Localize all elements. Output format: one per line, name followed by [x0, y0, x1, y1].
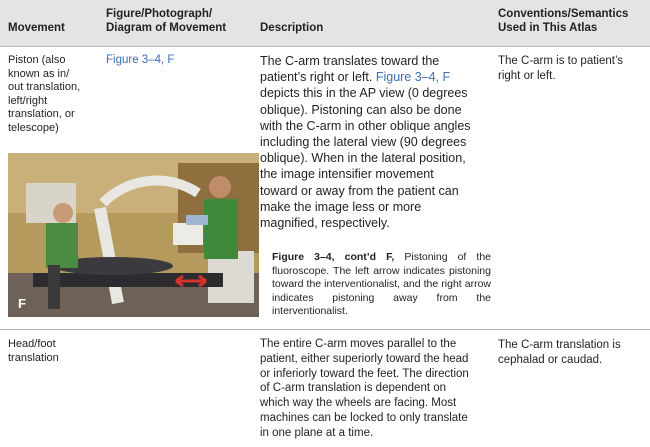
header-conventions-line2: Used in This Atlas: [498, 22, 598, 34]
photo-panel-label: F: [18, 296, 26, 311]
row1-movement-line: out translation,: [8, 81, 81, 93]
description-line: the image intensifier movement: [260, 167, 434, 182]
description-text: patient’s right or left.: [260, 70, 373, 85]
conventions-line: The C-arm translation is: [498, 339, 621, 351]
header-divider: [0, 46, 650, 47]
row1-description: [260, 53, 492, 231]
conventions-line: cephalad or caudad.: [498, 353, 603, 366]
description-line: of C-arm translation is dependent on: [260, 382, 447, 395]
photo-illustration: [8, 153, 259, 317]
description-line: The entire C-arm moves parallel to the: [260, 338, 457, 350]
description-line: patient, either superiorly toward the head: [260, 352, 469, 365]
row1-movement-line: telescope): [8, 121, 59, 134]
row2-movement: [8, 338, 100, 365]
header-conventions-line1: Conventions/Semantics: [498, 8, 629, 20]
caption-title: Figure 3–4, cont’d F,: [272, 251, 395, 263]
description-line: toward or away from the patient can: [260, 183, 459, 198]
caption-text: Pistoning of the fluoroscope. The left arrow indicates pistoning toward the interventionalist, and the right arrow indicates pistoning away from the interventionalist.: [272, 251, 491, 317]
figure-inline-link[interactable]: Figure 3–4, F: [375, 70, 451, 85]
header-figure-line2: Diagram of Movement: [106, 22, 227, 34]
header-description: Description: [260, 22, 324, 34]
description-line: depicts this in the AP view (0 degrees: [260, 86, 468, 101]
row2-description: [260, 337, 496, 441]
figure-caption: [272, 251, 491, 319]
row2-movement-line: translation: [8, 351, 59, 364]
conventions-line: The C-arm is to patient’s: [498, 55, 624, 67]
row1-movement: [8, 54, 100, 135]
description-line: [260, 69, 492, 85]
row1-movement-line: Piston (also: [8, 54, 66, 66]
description-line: machines can be locked to only translate: [260, 411, 468, 424]
header-figure-line1: Figure/Photograph/: [106, 8, 213, 20]
description-line: oblique). When in the lateral position,: [260, 151, 466, 166]
description-line: including the lateral view (90 degrees: [260, 135, 467, 150]
description-line: or inferiorly toward the feet. The direction: [260, 367, 469, 380]
description-line: The C-arm translates toward the: [260, 54, 440, 68]
description-line: oblique). Pistoning can also be done: [260, 102, 462, 117]
description-line: magnified, respectively.: [260, 216, 390, 231]
row-divider: [0, 329, 650, 330]
row1-conventions: [498, 54, 648, 83]
fluoroscope-photograph: [8, 153, 259, 317]
row2-conventions: [498, 338, 648, 367]
description-line: make the image less or more: [260, 199, 422, 214]
row1-movement-line: left/right: [8, 94, 48, 107]
description-line: with the C-arm in other oblique angles: [260, 118, 471, 133]
header-movement: Movement: [8, 22, 65, 34]
conventions-line: right or left.: [498, 69, 556, 82]
row1-movement-line: known as in/: [8, 67, 70, 80]
figure-reference-link[interactable]: Figure 3–4, F: [106, 54, 175, 66]
description-line: which way the wheels are facing. Most: [260, 397, 457, 410]
row1-movement-line: translation, or: [8, 108, 75, 120]
description-line: in one plane at a time.: [260, 426, 374, 439]
row2-movement-line: Head/foot: [8, 338, 56, 350]
